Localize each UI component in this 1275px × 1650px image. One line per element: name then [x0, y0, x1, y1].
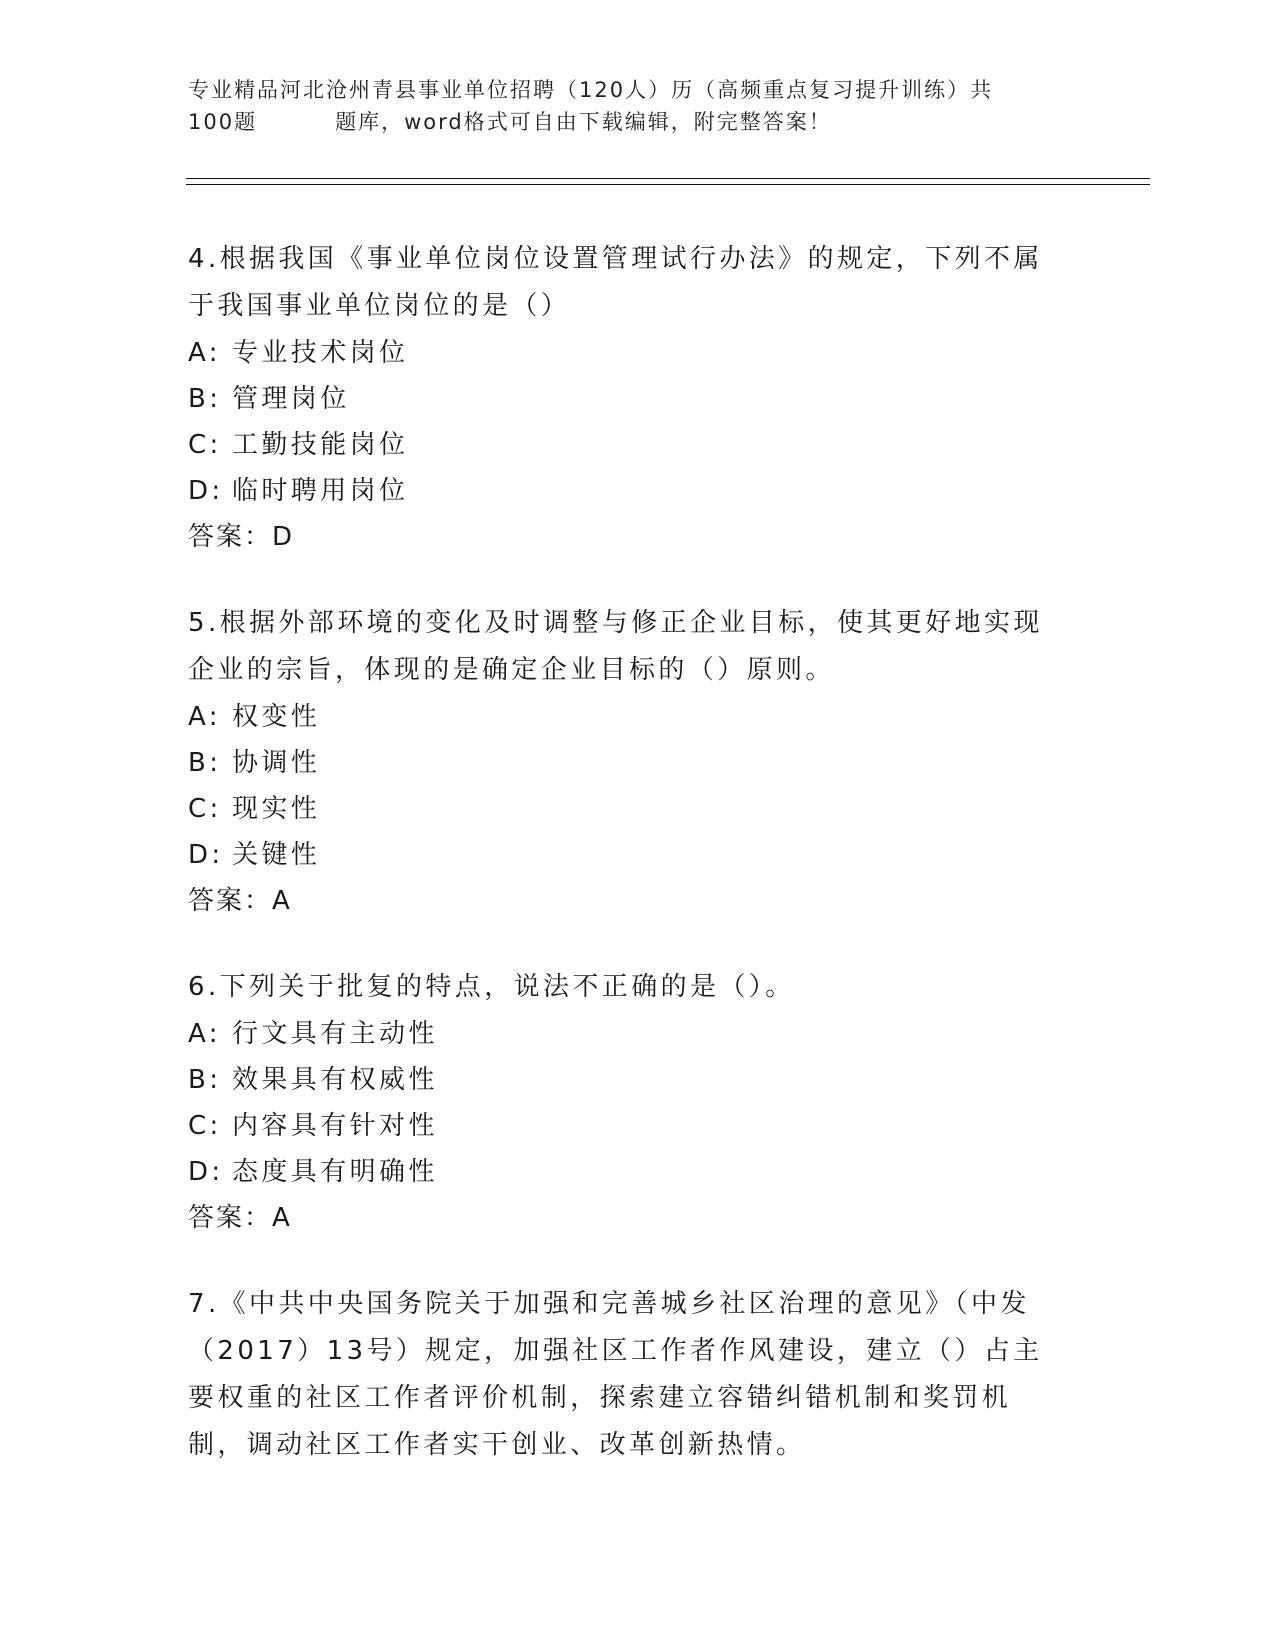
- option-letter: C:: [188, 1111, 222, 1141]
- option-b: [188, 1057, 1068, 1103]
- question-text: 7.《中共中央国务院关于加强和完善城乡社区治理的意见》（中发（2017）13号）规定，加强社区工作者作风建设，建立（）占主要权重的社区工作者评价机制，探索建立容错纠错机制和奖罚机制，调动社区工作者实干创业、改革创新热情。: [188, 1289, 1043, 1460]
- option-text: 现实性: [232, 794, 321, 824]
- option-text: 专业技术岗位: [232, 338, 409, 368]
- option-c: [188, 786, 1068, 832]
- question-4: [188, 236, 1068, 560]
- option-text: 临时聘用岗位: [232, 476, 409, 506]
- option-letter: B:: [188, 748, 222, 778]
- header-line-1: 专业精品河北沧州青县事业单位招聘（120人）历（高频重点复习提升训练）共: [188, 78, 994, 102]
- option-a: [188, 1011, 1068, 1057]
- answer-label: 答案：: [188, 522, 273, 552]
- option-letter: D:: [188, 840, 224, 870]
- option-letter: A:: [188, 1019, 221, 1049]
- option-letter: C:: [188, 794, 222, 824]
- option-letter: D:: [188, 476, 224, 506]
- option-text: 行文具有主动性: [232, 1019, 438, 1049]
- question-text: 6.下列关于批复的特点，说法不正确的是（）。: [188, 972, 795, 1002]
- option-text: 效果具有权威性: [232, 1065, 438, 1095]
- answer-value: D: [272, 522, 295, 552]
- option-b: [188, 376, 1068, 422]
- option-text: 态度具有明确性: [232, 1157, 438, 1187]
- answer-line: [188, 514, 1068, 560]
- option-text: 关键性: [232, 840, 321, 870]
- question-list: [188, 236, 1068, 1509]
- option-d: [188, 832, 1068, 878]
- option-letter: C:: [188, 430, 222, 460]
- answer-value: A: [272, 1203, 292, 1233]
- header-description: 题库，word格式可自由下载编辑，附完整答案！: [335, 110, 832, 134]
- option-a: [188, 330, 1068, 376]
- answer-line: [188, 878, 1068, 924]
- answer-label: 答案：: [188, 1203, 273, 1233]
- answer-label: 答案：: [188, 886, 273, 916]
- option-text: 内容具有针对性: [232, 1111, 438, 1141]
- answer-value: A: [272, 886, 292, 916]
- option-text: 协调性: [232, 748, 321, 778]
- document-header: [188, 74, 1068, 138]
- option-letter: B:: [188, 1065, 222, 1095]
- header-line-2: [188, 106, 1068, 138]
- answer-line: [188, 1195, 1068, 1241]
- header-divider-top: [186, 178, 1150, 179]
- option-c: [188, 422, 1068, 468]
- option-letter: D:: [188, 1157, 224, 1187]
- question-5: [188, 600, 1068, 924]
- option-c: [188, 1103, 1068, 1149]
- option-letter: B:: [188, 384, 222, 414]
- option-text: 工勤技能岗位: [232, 430, 409, 460]
- option-text: 管理岗位: [232, 384, 350, 414]
- header-divider-bottom: [186, 184, 1150, 185]
- option-b: [188, 740, 1068, 786]
- option-text: 权变性: [232, 702, 321, 732]
- question-7: [188, 1281, 1068, 1469]
- option-letter: A:: [188, 702, 221, 732]
- option-a: [188, 694, 1068, 740]
- option-letter: A:: [188, 338, 221, 368]
- option-d: [188, 1149, 1068, 1195]
- question-text: 5.根据外部环境的变化及时调整与修正企业目标，使其更好地实现企业的宗旨，体现的是确定企业目标的（）原则。: [188, 608, 1043, 685]
- header-question-count: 100题: [188, 110, 258, 134]
- question-text: 4.根据我国《事业单位岗位设置管理试行办法》的规定，下列不属于我国事业单位岗位的是（）: [188, 244, 1043, 321]
- option-d: [188, 468, 1068, 514]
- question-6: [188, 964, 1068, 1241]
